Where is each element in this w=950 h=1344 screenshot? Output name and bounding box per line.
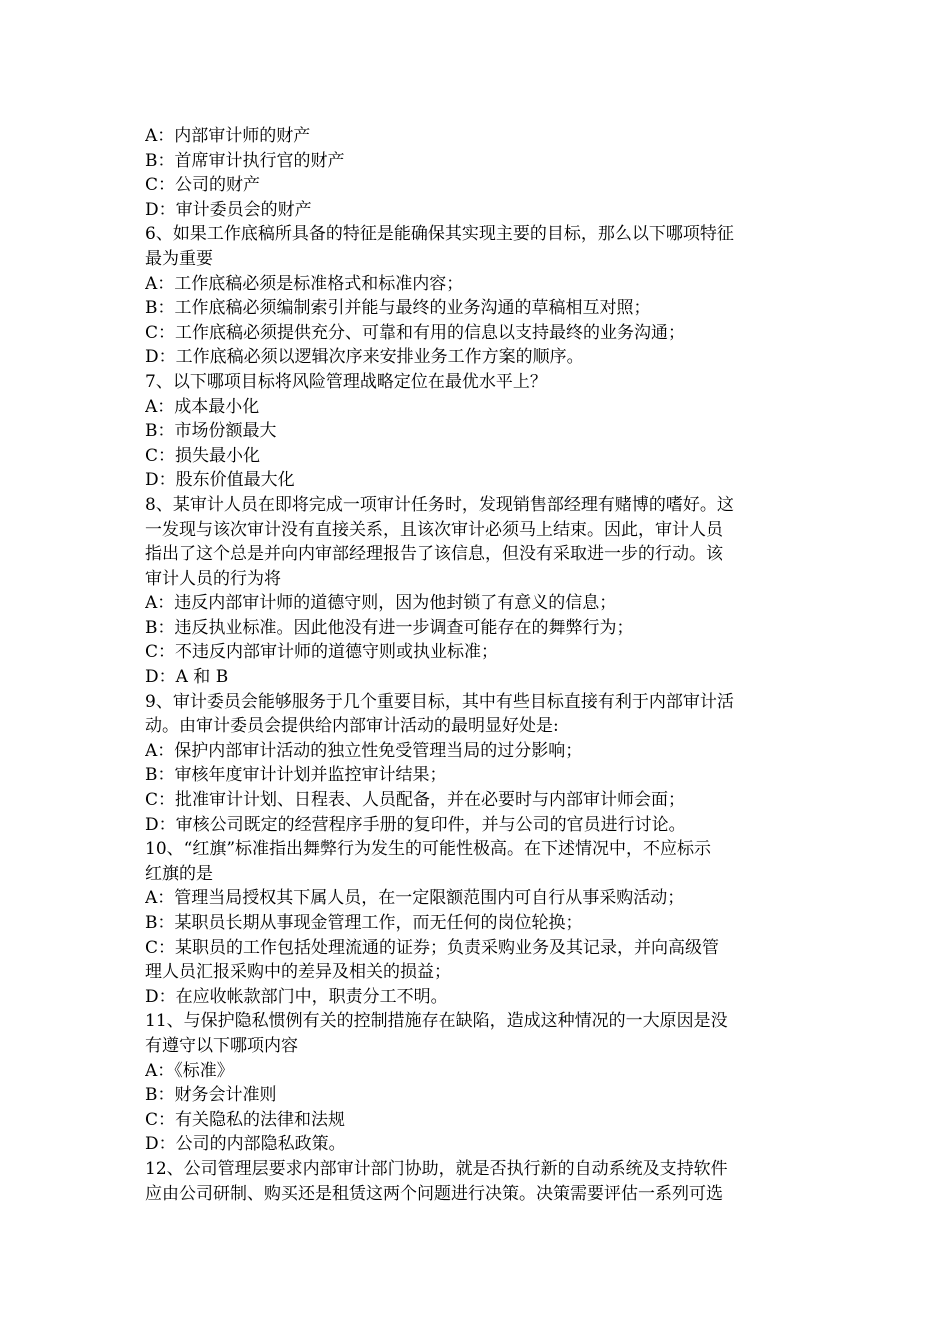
option-line: D：公司的内部隐私政策。: [145, 1134, 346, 1155]
option-line: D：A 和 B: [145, 667, 229, 688]
option-line: C：批准审计计划、日程表、人员配备，并在必要时与内部审计师会面；: [145, 790, 686, 811]
option-line: B：审核年度审计计划并监控审计结果；: [145, 765, 447, 786]
question-line: 10、“红旗”标准指出舞弊行为发生的可能性极高。在下述情况中，不应标示: [145, 839, 712, 860]
option-line: B：财务会计准则: [145, 1085, 277, 1106]
question-line: 12、公司管理层要求内部审计部门协助，就是否执行新的自动系统及支持软件: [145, 1158, 728, 1179]
option-line: C：不违反内部审计师的道德守则或执业标准；: [145, 642, 499, 663]
document-page: [145, 124, 809, 1206]
option-line: B：市场份额最大: [145, 421, 277, 442]
question-line: 应由公司研制、购买还是租赁这两个问题进行决策。决策需要评估一系列可选: [145, 1183, 723, 1204]
option-line: A：保护内部审计活动的独立性免受管理当局的过分影响；: [145, 740, 583, 761]
option-line: B：违反执业标准。因此他没有进一步调查可能存在的舞弊行为；: [145, 617, 634, 638]
option-line: C：工作底稿必须提供充分、可靠和有用的信息以支持最终的业务沟通；: [145, 322, 686, 343]
option-line: B：工作底稿必须编制索引并能与最终的业务沟通的草稿相互对照；: [145, 298, 651, 319]
option-line: A：内部审计师的财产: [145, 126, 311, 146]
option-line: D：审计委员会的财产: [145, 199, 312, 220]
option-line: B：某职员长期从事现金管理工作，而无任何的岗位轮换；: [145, 913, 583, 933]
option-line: 理人员汇报采购中的差异及相关的损益；: [145, 962, 451, 983]
option-line: A：成本最小化: [145, 396, 260, 417]
question-line: 红旗的是: [145, 863, 213, 884]
option-line: C：公司的财产: [145, 175, 261, 196]
option-line: C：有关隐私的法律和法规: [145, 1109, 346, 1130]
question-line: 6、如果工作底稿所具备的特征是能确保其实现主要的目标，那么以下哪项特征: [145, 224, 734, 245]
question-line: 有遵守以下哪项内容: [145, 1035, 298, 1056]
question-line: 9、审计委员会能够服务于几个重要目标，其中有些目标直接有利于内部审计活: [145, 691, 734, 712]
question-line: 指出了这个总是并向内审部经理报告了该信息，但没有采取进一步的行动。该: [145, 544, 723, 565]
question-line: 一发现与该次审计没有直接关系，且该次审计必须马上结束。因此，审计人员: [145, 519, 723, 540]
option-line: B：首席审计执行官的财产: [145, 150, 345, 171]
option-line: C：损失最小化: [145, 445, 261, 466]
question-line: 动。由审计委员会提供给内部审计活动的最明显好处是:: [145, 716, 559, 737]
option-line: C：某职员的工作包括处理流通的证券；负责采购业务及其记录，并向高级管: [145, 937, 720, 958]
option-line: D：在应收帐款部门中，职责分工不明。: [145, 986, 448, 1007]
question-line: 11、与保护隐私惯例有关的控制措施存在缺陷，造成这种情况的一大原因是没: [145, 1011, 728, 1032]
option-line: A：违反内部审计师的道德守则，因为他封锁了有意义的信息；: [145, 593, 617, 614]
option-line: A：管理当局授权其下属人员，在一定限额范围内可自行从事采购活动；: [145, 888, 685, 909]
option-line: A：《标准》: [145, 1060, 234, 1081]
question-line: 最为重要: [145, 248, 213, 269]
option-line: D：股东价值最大化: [145, 470, 295, 491]
question-line: 8、某审计人员在即将完成一项审计任务时，发现销售部经理有赌博的嗜好。这: [145, 494, 734, 515]
question-line: 7、以下哪项目标将风险管理战略定位在最优水平上？: [145, 371, 547, 392]
option-line: D：审核公司既定的经营程序手册的复印件，并与公司的官员进行讨论。: [145, 814, 686, 835]
option-line: A：工作底稿必须是标准格式和标准内容；: [145, 273, 464, 294]
option-line: D：工作底稿必须以逻辑次序来安排业务工作方案的顺序。: [145, 347, 584, 368]
question-line: 审计人员的行为将: [145, 568, 281, 589]
